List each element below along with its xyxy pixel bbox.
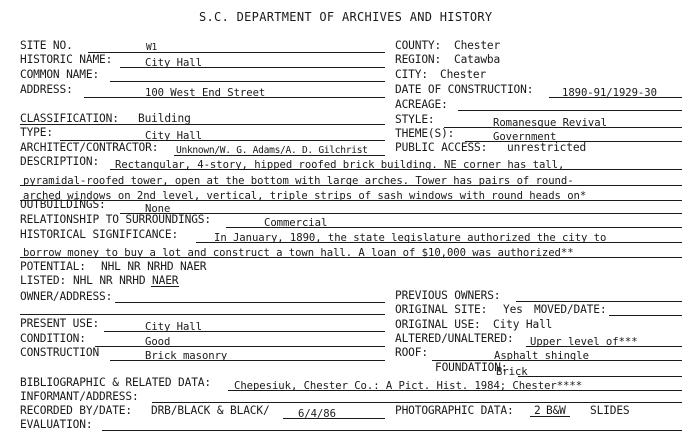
address-label: ADDRESS: [20, 83, 73, 96]
relationship-value: Commercial [264, 217, 328, 229]
acreage-label: ACREAGE: [395, 98, 448, 111]
relationship-line [226, 227, 682, 228]
foundation-line [518, 376, 682, 377]
historical-significance-line-2: borrow money to buy a lot and construct a town hall. A loan of $10,000 was authorized** [23, 247, 574, 259]
potential-value: NHL NR NRHD NAER [101, 260, 207, 273]
condition-value: Good [145, 336, 171, 348]
date-of-construction-value: 1890-91/1929-30 [562, 87, 657, 99]
listed-nrhd-underline [151, 286, 179, 287]
original-use-value: City Hall [493, 318, 553, 331]
address-value: 100 West End Street [145, 87, 266, 99]
historic-name-label: HISTORIC NAME: [20, 53, 113, 66]
altered-line [526, 346, 682, 347]
owner-address-line-2 [20, 314, 385, 315]
date-of-construction-label: DATE OF CONSTRUCTION: [395, 83, 534, 96]
moved-date-label: MOVED/DATE: [534, 303, 607, 316]
moved-date-line [609, 315, 682, 316]
listed-value: NHL NR NRHD NAER [73, 274, 179, 287]
evaluation-line [102, 430, 682, 431]
original-site-label: ORIGINAL SITE: [395, 303, 488, 316]
site-no-value: W1 [146, 42, 157, 53]
bibliographic-value: Chepesiuk, Chester Co.: A Pict. Hist. 1984; Chester**** [234, 380, 583, 392]
architect-value: Unknown/W. G. Adams/A. D. Gilchrist [176, 145, 368, 156]
previous-owners-line [516, 301, 682, 302]
roof-label: ROOF: [395, 346, 428, 359]
slides-label: SLIDES [590, 404, 630, 417]
informant-label: INFORMANT/ADDRESS: [20, 390, 139, 403]
historical-significance-label: HISTORICAL SIGNIFICANCE: [20, 228, 179, 241]
acreage-line [458, 110, 682, 111]
historic-name-value: City Hall [145, 57, 202, 69]
evaluation-label: EVALUATION: [20, 418, 93, 431]
type-label: TYPE: [20, 126, 53, 139]
foundation-value: Brick [496, 366, 528, 378]
recorded-date-line [283, 418, 385, 419]
condition-line [95, 346, 385, 347]
owner-address-line-1 [115, 302, 385, 303]
previous-owners-label: PREVIOUS OWNERS: [395, 289, 501, 302]
common-name-label: COMMON NAME: [20, 68, 100, 81]
description-label: DESCRIPTION: [20, 155, 100, 168]
bibliographic-label: BIBLIOGRAPHIC & RELATED DATA: [20, 376, 211, 389]
altered-label: ALTERED/UNALTERED: [395, 332, 514, 345]
description-underline-2 [20, 185, 682, 186]
architect-label: ARCHITECT/CONTRACTOR: [20, 141, 159, 154]
description-underline-1 [110, 169, 682, 170]
description-line-2: pyramidal-roofed tower, open at the bottom with large arches. Tower has pairs of round- [23, 175, 574, 187]
altered-value: Upper level of*** [530, 336, 638, 348]
photo-type-value: B&W [546, 404, 566, 417]
region-label: REGION: [395, 53, 442, 66]
page-title: S.C. DEPARTMENT OF ARCHIVES AND HISTORY [199, 10, 493, 24]
historical-significance-underline-2 [20, 257, 682, 258]
owner-address-label: OWNER/ADDRESS: [20, 290, 113, 303]
relationship-label: RELATIONSHIP TO SURROUNDINGS: [20, 213, 211, 226]
date-of-construction-line [549, 97, 682, 98]
recorded-date-value: 6/4/86 [298, 408, 336, 420]
bibliographic-line [228, 390, 682, 391]
roof-value: Asphalt shingle [494, 350, 589, 362]
public-access-value: unrestricted [507, 141, 587, 154]
site-no-line [88, 52, 385, 53]
present-use-value: City Hall [145, 321, 202, 333]
classification-value: Building [138, 112, 191, 125]
city-label: CITY: [395, 68, 428, 81]
type-value: City Hall [145, 130, 202, 142]
historical-significance-line-1: In January, 1890, the state legislature authorized the city to [214, 232, 607, 244]
address-line [84, 97, 385, 98]
theme-label: THEME(S): [395, 127, 455, 140]
photographic-data-label: PHOTOGRAPHIC DATA: [395, 404, 514, 417]
classification-line [20, 124, 385, 125]
region-value: Catawba [454, 53, 501, 66]
present-use-line [104, 331, 385, 332]
historic-name-line [120, 67, 385, 68]
photo-count-value: 2 [534, 404, 541, 417]
description-line-3: arched windows on 2nd level, vertical, triple strips of sash windows with round heads on* [23, 190, 587, 202]
present-use-label: PRESENT USE: [20, 317, 100, 330]
recorded-by-value: DRB/BLACK & BLACK/ [151, 404, 270, 417]
style-label: STYLE: [395, 113, 435, 126]
description-line-1: Rectangular, 4-story, hipped roofed brick building. NE corner has tall, [115, 159, 565, 171]
style-line [444, 127, 682, 128]
original-site-value: Yes [503, 303, 523, 316]
county-value: Chester [454, 39, 501, 52]
site-no-label: SITE NO. [20, 39, 73, 52]
construction-value: Brick masonry [145, 350, 228, 362]
style-value: Romanesque Revival [493, 117, 607, 129]
county-label: COUNTY: [395, 39, 442, 52]
architect-line [174, 155, 385, 156]
informant-line [152, 402, 682, 403]
foundation-label: FOUNDATION: [435, 361, 508, 374]
historical-significance-underline-1 [196, 242, 682, 243]
original-use-label: ORIGINAL USE: [395, 318, 481, 331]
outbuildings-value: None [145, 203, 171, 215]
photo-count-line [530, 416, 570, 417]
outbuildings-label: OUTBUILDINGS: [20, 198, 106, 211]
listed-label: LISTED: [20, 274, 67, 287]
city-value: Chester [440, 68, 487, 81]
construction-line [110, 360, 385, 361]
common-name-line [110, 81, 385, 82]
condition-label: CONDITION: [20, 332, 86, 345]
classification-label: CLASSIFICATION: [20, 112, 119, 125]
potential-label: POTENTIAL: [20, 260, 86, 273]
public-access-label: PUBLIC ACCESS: [395, 141, 488, 154]
description-underline-3 [20, 200, 682, 201]
theme-value: Government [493, 131, 557, 143]
construction-label: CONSTRUCTION [20, 346, 100, 359]
recorded-by-label: RECORDED BY/DATE: [20, 404, 132, 417]
